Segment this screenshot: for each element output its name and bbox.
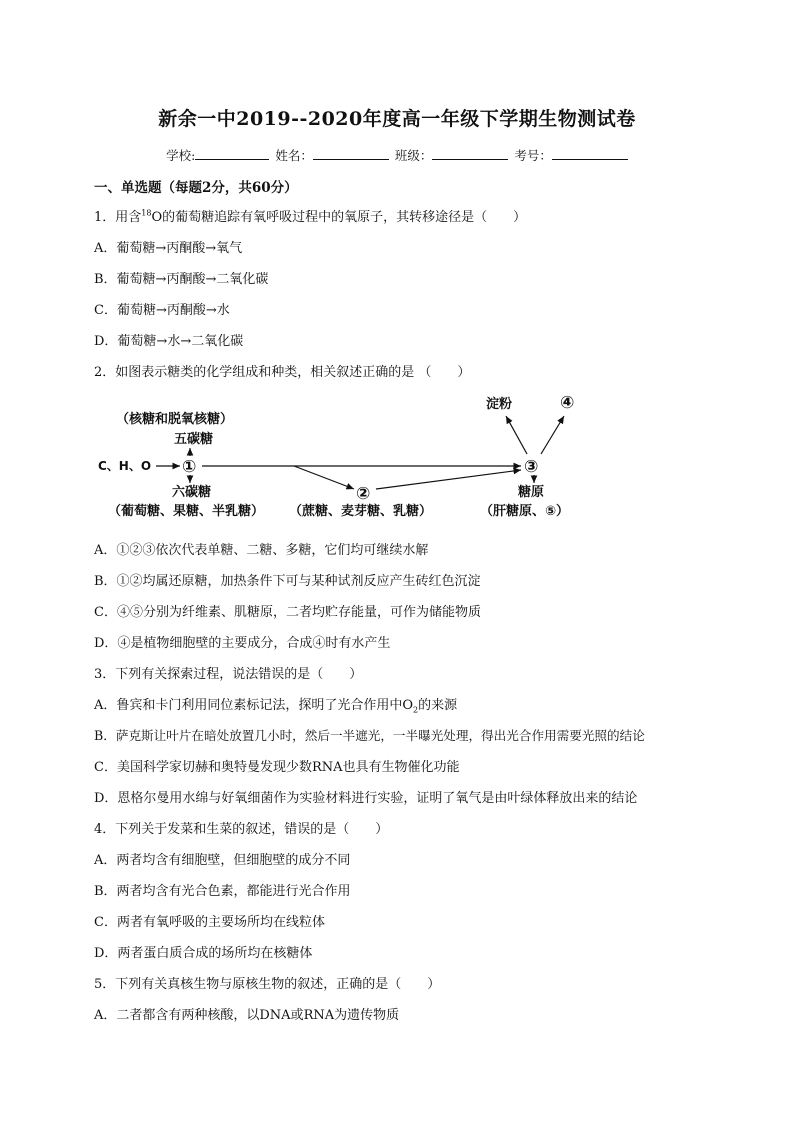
class-label: 班级： [394, 148, 433, 163]
q2-stem: 2．如图表示糖类的化学组成和种类，相关叙述正确的是 （ ） [94, 365, 471, 380]
node-2: ② [356, 484, 371, 504]
q5-stem: 5．下列有关真核生物与原核生物的叙述，正确的是（ ） [94, 977, 441, 992]
school-label: 学校: [166, 148, 196, 163]
disaccharides-label: （蔗糖、麦芽糖、乳糖） [289, 504, 433, 519]
name-label: 姓名： [275, 148, 313, 163]
q1-stem [94, 206, 526, 225]
q1-superscript: 18 [141, 208, 152, 218]
exam-no-label: 考号： [514, 148, 552, 163]
glycogen-label: 糖原 [518, 485, 545, 500]
q3-option-a-post: 的来源 [418, 698, 458, 713]
q3-option-d: D．恩格尔曼用水绵与好氧细菌作为实验材料进行实验，证明了氧气是由叶绿体释放出来的结论 [94, 791, 638, 806]
q1-stem-post: O的葡萄糖追踪有氧呼吸过程中的氧原子，其转移途径是（ ） [151, 210, 527, 225]
school-blank[interactable] [195, 146, 269, 160]
q3-stem: 3．下列有关探索过程，说法错误的是（ ） [94, 667, 363, 682]
q1-option-c: C．葡萄糖→丙酮酸→水 [94, 303, 230, 318]
pentose-types-label: （核糖和脱氧核糖） [116, 412, 234, 427]
hexose-label: 六碳糖 [172, 485, 212, 500]
q2-option-b: B．①②均属还原糖，加热条件下可与某种试剂反应产生砖红色沉淀 [94, 574, 481, 589]
arrow-3-to-starch [506, 416, 527, 454]
q2-option-a: A．①②③依次代表单糖、二糖、多糖，它们均可继续水解 [94, 543, 429, 558]
starch-label: 淀粉 [486, 397, 513, 412]
name-blank[interactable] [313, 146, 389, 160]
arrow-3-to-4 [541, 416, 564, 454]
q5-option-a: A．二者都含有两种核酸，以DNA或RNA为遗传物质 [94, 1008, 400, 1023]
q2-option-d: D．④是植物细胞壁的主要成分，合成④时有水产生 [94, 636, 391, 651]
arrow-2-to-3 [376, 470, 521, 489]
q3-option-c: C．美国科学家切赫和奥特曼发现少数RNA也具有生物催化功能 [94, 760, 460, 775]
carbohydrate-diagram [94, 390, 614, 525]
q1-option-d: D．葡萄糖→水→二氧化碳 [94, 334, 244, 349]
arrow-to-2 [294, 466, 354, 489]
q1-stem-pre: 1．用含 [94, 210, 142, 225]
q4-option-a: A．两者均含有细胞壁，但细胞壁的成分不同 [94, 853, 351, 868]
q4-option-c: C．两者有氧呼吸的主要场所均在线粒体 [94, 915, 325, 930]
section-heading: 一、单选题（每题2分，共60分） [94, 180, 298, 196]
hexose-types-label: （葡萄糖、果糖、半乳糖） [108, 504, 265, 519]
class-blank[interactable] [432, 146, 508, 160]
page-title: 新余一中2019--2020年度高一年级下学期生物测试卷 [158, 108, 636, 130]
q3-option-a-subscript: 2 [413, 705, 419, 715]
q2-option-c: C．④⑤分别为纤维素、肌糖原，二者均贮存能量，可作为储能物质 [94, 605, 481, 620]
student-info-line [0, 146, 794, 164]
q3-option-a [94, 694, 457, 715]
q4-option-b: B．两者均含有光合色素，都能进行光合作用 [94, 884, 351, 899]
node-3: ③ [524, 457, 539, 477]
q1-option-a: A．葡萄糖→丙酮酸→氧气 [94, 241, 243, 256]
node-4: ④ [560, 393, 575, 413]
q3-option-a-pre: A．鲁宾和卡门利用同位素标记法，探明了光合作用中O [94, 698, 414, 713]
q4-stem: 4．下列关于发菜和生菜的叙述，错误的是（ ） [94, 822, 389, 837]
q3-option-b: B．萨克斯让叶片在暗处放置几小时，然后一半遮光，一半曝光处理，得出光合作用需要光照的结论 [94, 728, 645, 743]
exam-no-blank[interactable] [552, 146, 628, 160]
node-1: ① [182, 457, 197, 477]
q4-option-d: D．两者蛋白质合成的场所均在核糖体 [94, 946, 313, 961]
glycogen-types-label: （肝糖原、⑤） [480, 504, 570, 519]
q1-option-b: B．葡萄糖→丙酮酸→二氧化碳 [94, 272, 269, 287]
pentose-label: 五碳糖 [174, 432, 214, 447]
elements-label: C、H、O [98, 459, 152, 473]
